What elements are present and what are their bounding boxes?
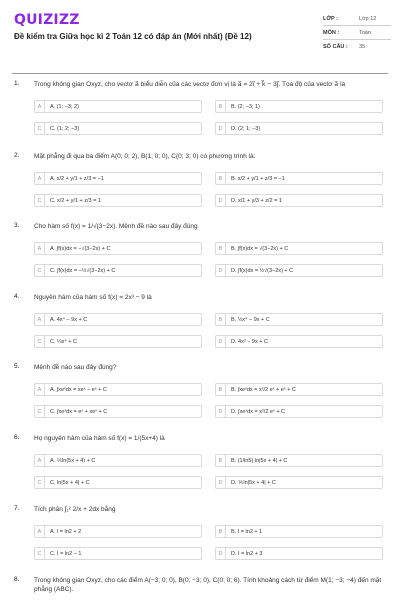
- option-a[interactable]: [34, 100, 202, 113]
- option-text: A. x/2 + y/1 + z/3 = −1: [50, 175, 104, 182]
- option-b[interactable]: [215, 172, 383, 185]
- option-letter: A: [35, 526, 45, 537]
- option-letter: A: [35, 455, 45, 466]
- question-number: 8.: [14, 576, 20, 583]
- header-divider: [12, 73, 388, 74]
- question-number: 4.: [14, 293, 20, 300]
- option-letter: A: [35, 173, 45, 184]
- meta-label: LỚP :: [323, 15, 338, 22]
- question-text: Trong không gian Oxyz, cho các điểm A(−3; 0; 0), B(0; −3; 0), C(0; 0; 6). Tính khoảng cách từ điểm M(1; −3; −4) đến mặt phẳng (ABC).: [34, 577, 382, 593]
- option-b[interactable]: [215, 242, 383, 255]
- option-text: A. ∫xeˣdx = xeˣ − eˣ + C: [50, 386, 107, 393]
- option-text: A. (1; −3; 2): [50, 103, 79, 110]
- option-d[interactable]: [215, 476, 383, 489]
- question-2: [0, 152, 400, 214]
- meta-row-subject: [323, 26, 391, 40]
- option-letter: C: [35, 548, 45, 559]
- option-letter: C: [35, 195, 45, 206]
- option-d[interactable]: [215, 335, 383, 348]
- option-text: B. x/2 + y/1 + z/3 = −1: [231, 175, 285, 182]
- option-b[interactable]: [215, 313, 383, 326]
- option-d[interactable]: [215, 405, 383, 418]
- meta-label: MÔN :: [323, 29, 340, 36]
- question-text: Mặt phẳng đi qua ba điểm A(0; 0; 2), B(1; 0; 0), C(0; 3; 0) có phương trình là:: [34, 153, 256, 160]
- option-a[interactable]: [34, 383, 202, 396]
- option-text: C. ∫xeˣdx = eˣ + xeˣ + C: [50, 408, 108, 415]
- question-text: Họ nguyên hàm của hàm số f(x) = 1/(5x+4) là: [34, 435, 165, 442]
- option-text: D. I = ln2 + 3: [231, 550, 263, 557]
- option-letter: C: [35, 406, 45, 417]
- option-c[interactable]: [34, 547, 202, 560]
- option-letter: B: [216, 526, 226, 537]
- option-letter: B: [216, 384, 226, 395]
- option-d[interactable]: [215, 547, 383, 560]
- question-number: 1.: [14, 80, 20, 87]
- option-text: C. (1; 2; −3): [50, 125, 80, 132]
- option-text: D. ⅕ln|5x + 4| + C: [231, 479, 276, 486]
- option-letter: C: [35, 265, 45, 276]
- question-number: 3.: [14, 222, 20, 229]
- option-text: C. ∫f(x)dx = −½√(3−2x) + C: [50, 267, 116, 274]
- document-header: [0, 0, 400, 70]
- option-b[interactable]: [215, 454, 383, 467]
- question-text: Nguyên hàm của hàm số f(x) = 2x³ − 9 là: [34, 294, 152, 301]
- question-6: [0, 434, 400, 496]
- option-letter: D: [216, 548, 226, 559]
- question-number: 5.: [14, 363, 20, 370]
- option-text: B. ∫xeˣdx = x²/2 eˣ + eˣ + C: [231, 386, 296, 393]
- option-text: C. ¼x⁴ + C: [50, 338, 77, 345]
- question-4: [0, 293, 400, 355]
- question-number: 2.: [14, 152, 20, 159]
- option-letter: D: [216, 123, 226, 134]
- option-text: D. 4x³ − 9x + C: [231, 338, 268, 345]
- question-text: Cho hàm số f(x) = 1/√(3−2x). Mệnh đề nào sau đây đúng: [34, 223, 198, 230]
- option-a[interactable]: [34, 313, 202, 326]
- option-c[interactable]: [34, 264, 202, 277]
- option-text: B. (1/ln5) ln|5x + 4| + C: [231, 457, 288, 464]
- question-text: Trong không gian Oxyz, cho vectơ a⃗ biểu diễn của các vectơ đơn vị là a⃗ = 2i⃗ + k⃗ − 3j⃗. Tọa độ của vectơ a⃗ là: [34, 81, 346, 88]
- question-number: 7.: [14, 505, 20, 512]
- option-letter: B: [216, 314, 226, 325]
- option-letter: A: [35, 314, 45, 325]
- option-c[interactable]: [34, 405, 202, 418]
- question-3: [0, 222, 400, 284]
- option-letter: B: [216, 173, 226, 184]
- option-letter: D: [216, 406, 226, 417]
- option-text: B. ½x⁴ − 9x + C: [231, 316, 270, 323]
- option-letter: A: [35, 101, 45, 112]
- question-7: [0, 505, 400, 567]
- option-letter: C: [35, 123, 45, 134]
- option-text: D. ∫f(x)dx = ½√(3−2x) + C: [231, 267, 294, 274]
- meta-label: SỐ CÂU :: [323, 44, 348, 50]
- option-letter: C: [35, 477, 45, 488]
- option-letter: D: [216, 265, 226, 276]
- option-a[interactable]: [34, 454, 202, 467]
- option-a[interactable]: [34, 242, 202, 255]
- option-text: A. 4x⁴ − 9x + C: [50, 316, 88, 323]
- question-text: Mệnh đề nào sau đây đúng?: [34, 364, 117, 371]
- option-d[interactable]: [215, 194, 383, 207]
- option-letter: B: [216, 243, 226, 254]
- option-text: B. (2; −3; 1): [231, 103, 260, 110]
- option-letter: C: [35, 336, 45, 347]
- question-8: [0, 576, 400, 598]
- document-title: Đề kiểm tra Giữa học kì 2 Toán 12 có đáp án (Mới nhất) (Đề 12): [14, 32, 252, 41]
- option-a[interactable]: [34, 525, 202, 538]
- option-text: C. ln|5x + 4| + C: [50, 479, 90, 486]
- option-letter: D: [216, 195, 226, 206]
- meta-value: 35: [359, 44, 366, 50]
- option-c[interactable]: [34, 476, 202, 489]
- meta-value: Toán: [359, 29, 371, 36]
- option-b[interactable]: [215, 525, 383, 538]
- option-d[interactable]: [215, 122, 383, 135]
- option-d[interactable]: [215, 264, 383, 277]
- question-text: Tích phân ∫₁² 2/x + 2dx bằng: [34, 506, 116, 513]
- option-text: A. I = ln2 + 2: [50, 528, 82, 535]
- option-text: B. ∫f(x)dx = √(3−2x) + C: [231, 245, 289, 252]
- option-c[interactable]: [34, 335, 202, 348]
- option-letter: A: [35, 243, 45, 254]
- question-5: [0, 363, 400, 425]
- option-letter: B: [216, 455, 226, 466]
- question-number: 6.: [14, 434, 20, 441]
- option-text: B. I = ln2 + 1: [231, 528, 263, 535]
- meta-value: Lớp 12: [359, 15, 377, 22]
- option-letter: B: [216, 101, 226, 112]
- meta-table: [323, 12, 391, 54]
- meta-row-count: [323, 40, 391, 54]
- option-text: D. ∫xeˣdx = x²/2 eˣ + C: [231, 408, 286, 415]
- question-1: [0, 80, 400, 142]
- option-c[interactable]: [34, 122, 202, 135]
- option-text: C. x/2 + y/1 + z/3 = 1: [50, 197, 101, 204]
- quizizz-logo: QUIZIZZ: [14, 12, 80, 28]
- option-b[interactable]: [215, 100, 383, 113]
- option-letter: A: [35, 384, 45, 395]
- option-c[interactable]: [34, 194, 202, 207]
- option-text: C. I = ln2 − 1: [50, 550, 82, 557]
- option-text: A. ⅕ln(5x + 4) + C: [50, 457, 96, 464]
- option-text: D. x/1 + y/3 + z/2 = 1: [231, 197, 282, 204]
- option-text: A. ∫f(x)dx = −√(3−2x) + C: [50, 245, 111, 252]
- option-letter: D: [216, 477, 226, 488]
- option-a[interactable]: [34, 172, 202, 185]
- option-text: D. (2; 1; −3): [231, 125, 261, 132]
- option-b[interactable]: [215, 383, 383, 396]
- option-letter: D: [216, 336, 226, 347]
- meta-row-class: [323, 12, 391, 26]
